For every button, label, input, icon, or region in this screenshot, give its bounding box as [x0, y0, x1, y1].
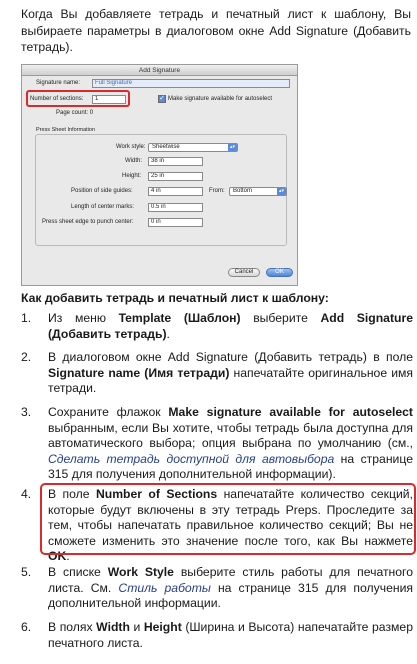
punch-field[interactable]: 0 in — [148, 218, 203, 227]
select-arrows-icon: ▴▾ — [229, 144, 236, 150]
cross-reference-link[interactable]: Стиль работы — [118, 580, 211, 595]
sections-field[interactable]: 1 — [92, 95, 126, 104]
step-text-fragment: В диалоговом окне Add Signature (Добавить тетрадь) в поле — [48, 350, 413, 364]
from-label: From: — [209, 188, 225, 194]
bold-term: Width — [96, 620, 130, 634]
bold-term: Number of Sections — [95, 487, 218, 501]
step-text-fragment: Из меню — [48, 311, 119, 325]
cross-reference-link[interactable]: Сделать тетрадь доступной для автовыбора — [48, 451, 335, 466]
step-text-fragment: В полях — [48, 620, 97, 634]
bold-term: Make signature available for autoselect — [168, 405, 413, 419]
signature-name-field[interactable]: Full Signature — [92, 79, 290, 88]
bold-term: Signature name (Имя тетради) — [48, 365, 230, 380]
step-text-fragment: выбранным, если Вы хотите, чтобы тетрадь была доступна для автоматического выбора; опция выбрана по умолчанию (см., — [48, 420, 413, 450]
center-marks-field[interactable]: 0.5 in — [148, 203, 203, 212]
step-text-fragment: В списке — [48, 565, 108, 579]
cancel-button[interactable]: Cancel — [228, 268, 260, 277]
select-arrows-icon: ▴▾ — [278, 188, 285, 194]
ok-button[interactable]: OK — [266, 268, 293, 277]
step-text-fragment: напечатайте количество секций, которые будут включены в эту тетрадь Preps. Проследите за тем, чтобы напечатать правильное количество секций; Вы не сможете изменить это значение после того, как Вы нажмете — [48, 487, 414, 548]
sections-label: Number of sections: — [30, 96, 84, 102]
section-heading: Как добавить тетрадь и печатный лист к шаблону: — [21, 291, 329, 305]
step-number: 5. — [21, 565, 32, 579]
from-select[interactable] — [229, 187, 287, 196]
step-text-fragment: и — [129, 620, 144, 634]
step-5 — [21, 565, 413, 612]
step-4-highlight — [40, 483, 416, 555]
width-label: Width: — [125, 158, 143, 164]
step-number: 3. — [21, 405, 32, 419]
step-text-fragment: на странице 315 для получения дополнительной информации. — [48, 580, 413, 610]
work-style-label: Work style: — [116, 144, 146, 150]
bold-term: OK — [48, 549, 67, 563]
autoselect-checkbox[interactable]: ✓ — [159, 95, 165, 102]
height-label: Height: — [122, 173, 142, 179]
step-text-fragment: . — [66, 549, 70, 563]
dialog-title: Add Signature — [22, 65, 297, 76]
step-text — [48, 311, 413, 342]
step-number: 6. — [21, 620, 32, 634]
page-count-label: Page count: 0 — [56, 110, 94, 116]
step-number: 4. — [21, 487, 32, 501]
step-text-fragment: на странице 315 для получения дополнительной информации). — [48, 451, 413, 481]
step-text-fragment: выберите — [240, 311, 321, 325]
add-signature-dialog — [21, 64, 298, 286]
step-1 — [21, 311, 413, 342]
center-marks-label: Length of center marks: — [71, 204, 135, 210]
bold-term: Work Style — [107, 565, 174, 579]
side-guides-label: Position of side guides: — [71, 188, 133, 194]
step-text — [48, 405, 413, 483]
step-2 — [21, 350, 413, 397]
step-text-fragment: (Ширина и Высота) напечатайте размер печатного листа. — [48, 620, 413, 650]
step-text-fragment: Сохраните флажок — [48, 405, 169, 419]
step-text — [48, 620, 413, 651]
step-text-fragment: В поле — [48, 487, 96, 501]
step-6 — [21, 620, 413, 651]
step-text-fragment: напечатайте оригинальное имя тетради. — [48, 365, 413, 395]
step-text — [48, 565, 413, 612]
punch-label: Press sheet edge to punch center: — [42, 219, 134, 225]
side-guides-field[interactable]: 4 in — [148, 187, 203, 196]
width-field[interactable]: 38 in — [148, 157, 203, 166]
step-text-fragment: выберите стиль работы для печатного листа. См. — [48, 565, 413, 595]
intro-paragraph: Когда Вы добавляете тетрадь и печатный лист к шаблону, Вы выбираете параметры в диалоговом окне Add Signature (Добавить тетрадь). — [21, 7, 411, 54]
work-style-value: Sheetwise — [152, 144, 180, 150]
bold-term: Height — [143, 620, 182, 634]
signature-name-label: Signature name: — [36, 80, 81, 86]
from-value: Bottom — [233, 188, 253, 194]
press-sheet-group-title: Press Sheet Information — [36, 127, 96, 133]
step-number: 1. — [21, 311, 32, 325]
step-3 — [21, 405, 413, 483]
work-style-select[interactable] — [148, 143, 238, 152]
autoselect-label: Make signature available for autoselect — [168, 96, 273, 102]
step-text-fragment: . — [166, 326, 170, 341]
bold-term: Add Signature (Добавить тетрадь) — [48, 311, 413, 341]
step-text — [48, 350, 413, 397]
height-field[interactable]: 25 in — [148, 172, 203, 181]
step-number: 2. — [21, 350, 32, 364]
bold-term: Template (Шаблон) — [118, 311, 241, 325]
